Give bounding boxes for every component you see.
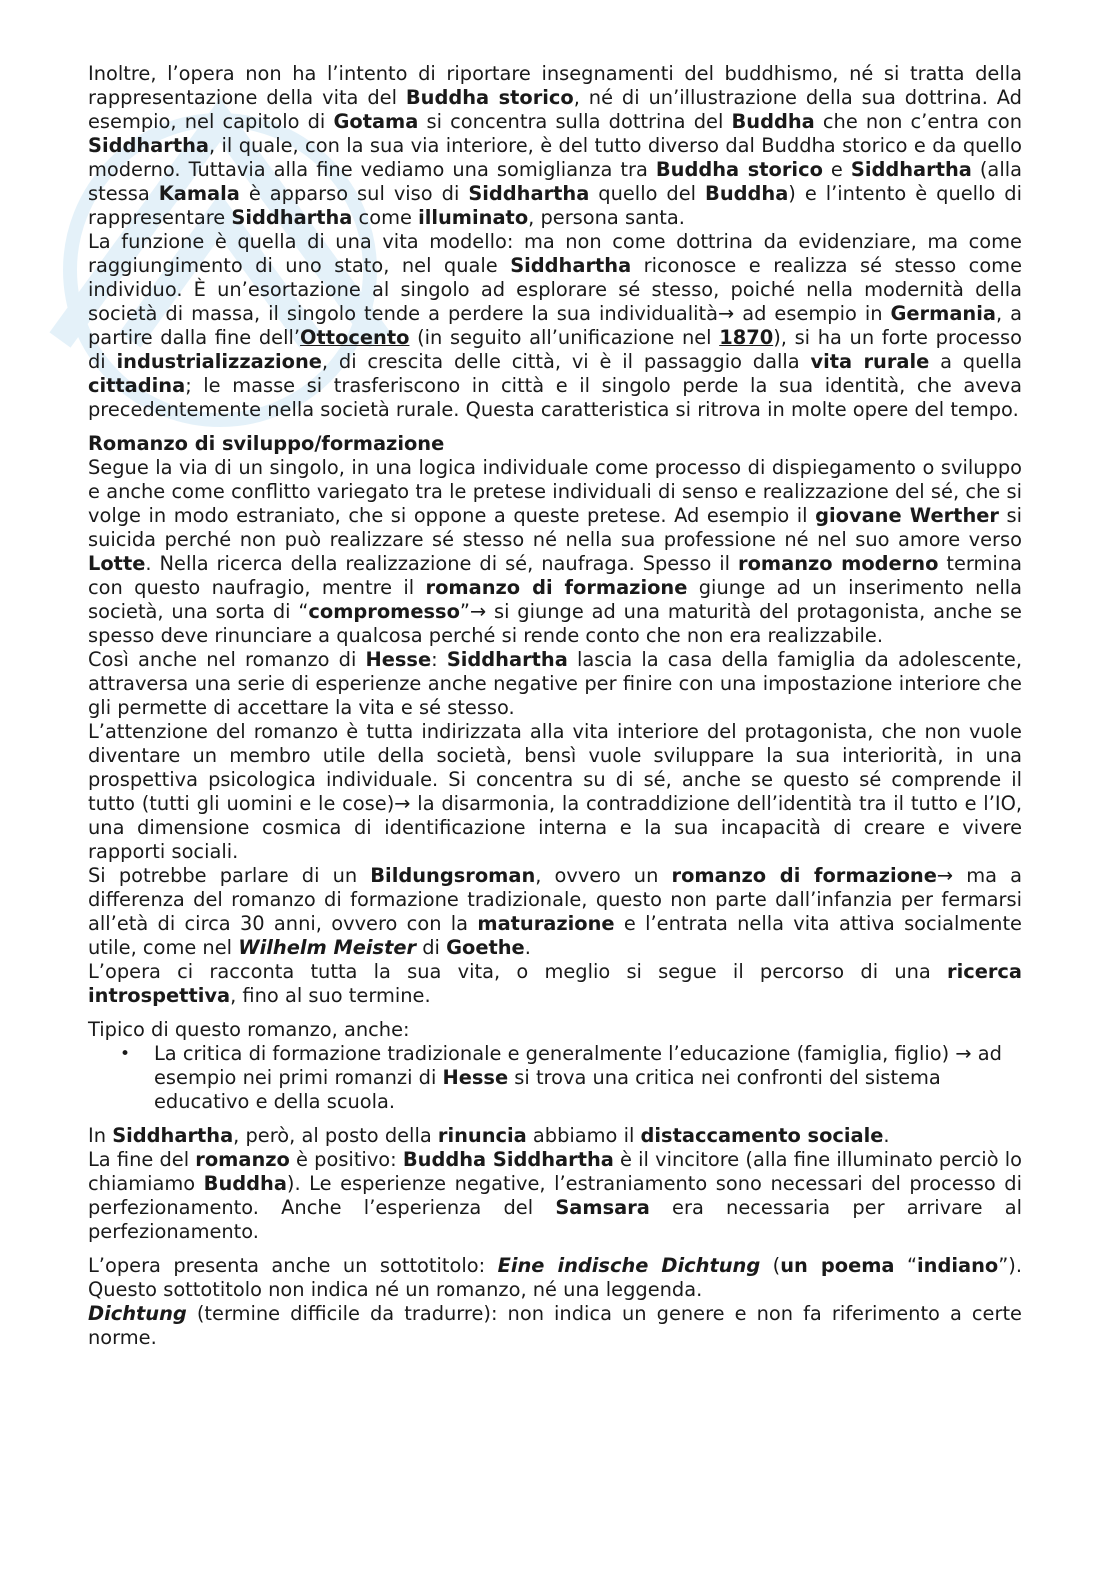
- paragraph-hesse: Così anche nel romanzo di Hesse: Siddhartha lascia la casa della famiglia da adolescente, attraversa una serie di esperienze anche negative per finire con una impostazione interiore che gli permette di accettare la vita e sé stesso.: [88, 648, 1023, 719]
- section-heading: Romanzo di sviluppo/formazione: [88, 432, 445, 455]
- paragraph-distaccamento: In Siddhartha, però, al posto della rinuncia abbiamo il distaccamento sociale.: [88, 1124, 890, 1147]
- paragraph-ricerca: L’opera ci racconta tutta la sua vita, o meglio si segue il percorso di una ricerca introspettiva, fino al suo termine.: [88, 960, 1022, 1007]
- paragraph-sottotitolo: L’opera presenta anche un sottotitolo: Eine indische Dichtung (un poema “indiano”). Questo sottotitolo non indica né un romanzo, né una leggenda.: [88, 1254, 1022, 1301]
- paragraph-dichtung: Dichtung (termine difficile da tradurre): non indica un genere e non fa riferimento a certe norme.: [88, 1302, 1022, 1349]
- bullet-list: [88, 1042, 1022, 1114]
- paragraph-bildungsroman: Si potrebbe parlare di un Bildungsroman, ovvero un romanzo di formazione→ ma a differenza del romanzo di formazione tradizionale, questo non parte dall’infanzia per fermarsi all’età di circa 30 anni, ovvero con la maturazione e l’entrata nella vita attiva socialmente utile, come nel Wilhelm Meister di Goethe.: [88, 864, 1023, 959]
- list-item: • La critica di formazione tradizionale e generalmente l’educazione (famiglia, figlio) → ad esempio nei primi romanzi di Hesse si trova una critica nei confronti del sistema educativo e della scuola.: [120, 1042, 1002, 1113]
- document-page: [88, 62, 1022, 1350]
- paragraph-vita-modello: La funzione è quella di una vita modello: ma non come dottrina da evidenziare, ma come raggiungimento di uno stato, nel quale Siddhartha riconosce e realizza sé stesso come individuo. È un’esortazione al singolo ad esplorare sé stesso, poiché nella modernità della società di massa, il singolo tende a perdere la sua individualità→ ad esempio in Germania, a partire dalla fine dell’Ottocento (in seguito all’unificazione nel 1870), si ha un forte processo di industrializzazione, di crescita delle città, vi è il passaggio dalla vita rurale a quella cittadina; le masse si trasferiscono in città e il singolo perde la sua identità, che aveva precedentemente nella società rurale. Questa caratteristica si ritrova in molte opere del tempo.: [88, 230, 1022, 421]
- paragraph-attenzione: L’attenzione del romanzo è tutta indirizzata alla vita interiore del protagonista, che non vuole diventare un membro utile della società, bensì vuole sviluppare la sua interiorità, in una prospettiva psicologica individuale. Si concentra su di sé, anche se questo sé comprende il tutto (tutti gli uomini e le cose)→ la disarmonia, la contraddizione dell’identità tra il tutto e l’IO, una dimensione cosmica di identificazione interna e la sua incapacità di creare e vivere rapporti sociali.: [88, 720, 1022, 863]
- paragraph-opera-intento: Inoltre, l’opera non ha l’intento di riportare insegnamenti del buddhismo, né si tratta della rappresentazione della vita del Buddha storico, né di un’illustrazione della sua dottrina. Ad esempio, nel capitolo di Gotama si concentra sulla dottrina del Buddha che non c’entra con Siddhartha, il quale, con la sua via interiore, è del tutto diverso dal Buddha storico e da quello moderno. Tuttavia alla fine vediamo una somiglianza tra Buddha storico e Siddhartha (alla stessa Kamala è apparso sul viso di Siddhartha quello del Buddha) e l’intento è quello di rappresentare Siddhartha come illuminato, persona santa.: [88, 62, 1022, 229]
- paragraph-fine-romanzo: La fine del romanzo è positivo: Buddha Siddhartha è il vincitore (alla fine illuminato perciò lo chiamiamo Buddha). Le esperienze negative, l’estraniamento sono necessari del processo di perfezionamento. Anche l’esperienza del Samsara era necessaria per arrivare al perfezionamento.: [88, 1148, 1022, 1243]
- paragraph-tipico: Tipico di questo romanzo, anche:: [88, 1018, 410, 1041]
- paragraph-singolo: Segue la via di un singolo, in una logica individuale come processo di dispiegamento o sviluppo e anche come conflitto variegato tra le pretese individuali di senso e realizzazione del sé, che si volge in modo estraniato, che si oppone a queste pretese. Ad esempio il giovane Werther si suicida perché non può realizzare sé stesso né nella sua professione né nel suo amore verso Lotte. Nella ricerca della realizzazione di sé, naufraga. Spesso il romanzo moderno termina con questo naufragio, mentre il romanzo di formazione giunge ad un inserimento nella società, una sorta di “compromesso”→ si giunge ad una maturità del protagonista, anche se spesso deve rinunciare a qualcosa perché si rende conto che non era realizzabile.: [88, 456, 1023, 647]
- bullet-icon: •: [120, 1044, 131, 1064]
